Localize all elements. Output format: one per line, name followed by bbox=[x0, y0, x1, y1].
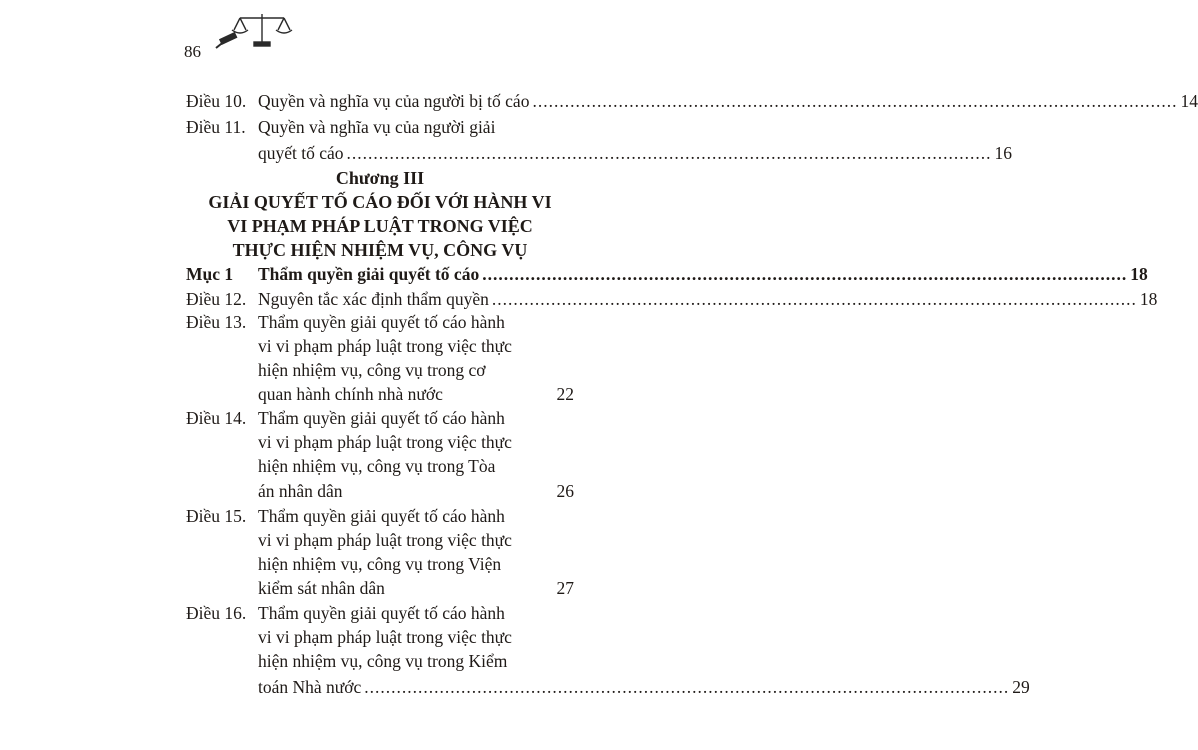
chapter-title-line: GIẢI QUYẾT TỐ CÁO ĐỐI VỚI HÀNH VI bbox=[208, 192, 552, 212]
toc-entry-label: Điều 13. bbox=[186, 312, 247, 332]
toc-entry-text: Thẩm quyền giải quyết tố cáo hành bbox=[258, 603, 505, 623]
chapter-number: Chương III bbox=[335, 168, 425, 188]
page-number: 86 bbox=[184, 42, 201, 61]
toc-entry-text: Quyền và nghĩa vụ của người giải bbox=[258, 117, 496, 137]
chapter-title-line: THỰC HIỆN NHIỆM VỤ, CÔNG VỤ bbox=[232, 240, 528, 260]
toc-section-page: 18 bbox=[1130, 264, 1148, 284]
toc-entry-label: Điều 14. bbox=[186, 408, 247, 428]
toc-entry-text: kiểm sát nhân dân bbox=[258, 578, 385, 598]
toc-entry-text: vi vi phạm pháp luật trong việc thực bbox=[258, 627, 512, 647]
toc-entry-label: Điều 11. bbox=[186, 117, 246, 137]
toc-entry-text: Quyền và nghĩa vụ của người bị tố cáo bbox=[258, 91, 530, 111]
chapter-title-line: VI PHẠM PHÁP LUẬT TRONG VIỆC bbox=[227, 216, 533, 236]
toc-entry-text: hiện nhiệm vụ, công vụ trong Viện bbox=[258, 554, 502, 574]
toc-entry-label: Điều 16. bbox=[186, 603, 247, 623]
toc-entry-text: hiện nhiệm vụ, công vụ trong cơ bbox=[258, 360, 486, 380]
toc-entry-page: 29 bbox=[1012, 677, 1030, 697]
book-page: 86 Điều 10. Quyền và nghĩa vụ của người bị tố cáo ........................................................................................................................ 14 Điều 11. Quyền và nghĩa vụ của người giải quyết tố cáo ........................................................................................................................ 16 Chương III GIẢI QUYẾT TỐ CÁO ĐỐI VỚI HÀNH VI VI PHẠM PHÁP LUẬT TRONG VIỆC THỰC HIỆN NHIỆM VỤ, CÔNG VỤ Mục 1 Thẩm quyền giải quyết tố cáo ........................................................................................................................ 18 Điều 12. Nguyên tắc xác định thẩm quyền ........................................................................................................................ 18 Điều 13. Thẩm quyền giải quyết tố cáo hành vi vi phạm pháp luật trong việc thực hiện nhiệm vụ, công vụ trong cơ quan hành chính nhà nước 22 Điều 14. Thẩm quyền giải quyết tố cáo hành vi vi phạm pháp luật trong việc thực hiện nhiệm vụ, công vụ trong Tòa án nhân dân 26 Điều 15. Thẩm quyền giải quyết tố cáo hành vi vi phạm pháp luật trong việc thực hiện nhiệm vụ, công vụ trong Viện kiểm sát nhân dân 27 Điều 16. Thẩm quyền giải quyết tố cáo hành vi vi phạm pháp luật trong việc thực hiện nhiệm vụ, công vụ trong Kiểm toán Nhà nước ........................................................................................................................ 29 bbox=[0, 0, 750, 750]
toc-entry-text: vi vi phạm pháp luật trong việc thực bbox=[258, 432, 512, 452]
toc-entry-text: hiện nhiệm vụ, công vụ trong Kiểm bbox=[258, 651, 508, 671]
toc-entry-text: án nhân dân bbox=[258, 481, 343, 501]
toc-entry-text: vi vi phạm pháp luật trong việc thực bbox=[258, 530, 512, 550]
toc-section-text: Thẩm quyền giải quyết tố cáo bbox=[258, 264, 480, 284]
toc-entry-page: 18 bbox=[1139, 289, 1158, 309]
toc-entry-page: 26 bbox=[556, 481, 574, 501]
toc-entry-page: 27 bbox=[556, 578, 574, 598]
toc-entry-label: Điều 12. bbox=[186, 289, 247, 309]
toc-entry-text: Thẩm quyền giải quyết tố cáo hành bbox=[258, 408, 505, 428]
toc-entry-text: quyết tố cáo bbox=[258, 143, 344, 163]
toc-entry-page: 14 bbox=[1180, 91, 1198, 111]
toc-entry-text: Nguyên tắc xác định thẩm quyền bbox=[258, 289, 489, 309]
toc-entry-text: hiện nhiệm vụ, công vụ trong Tòa bbox=[258, 456, 496, 476]
toc-entry-label: Điều 10. bbox=[186, 91, 247, 111]
toc-entry-text: quan hành chính nhà nước bbox=[258, 384, 443, 404]
scales-of-justice-icon bbox=[212, 10, 312, 50]
toc-entry-text: Thẩm quyền giải quyết tố cáo hành bbox=[258, 312, 505, 332]
toc-entry-page: 22 bbox=[556, 384, 574, 404]
toc-section-label: Mục 1 bbox=[186, 264, 234, 284]
toc-entry-text: vi vi phạm pháp luật trong việc thực bbox=[258, 336, 512, 356]
toc-entry-text: toán Nhà nước bbox=[258, 677, 362, 697]
toc-entry-text: Thẩm quyền giải quyết tố cáo hành bbox=[258, 506, 505, 526]
toc-entry-page: 16 bbox=[994, 143, 1013, 163]
toc-entry-label: Điều 15. bbox=[186, 506, 247, 526]
